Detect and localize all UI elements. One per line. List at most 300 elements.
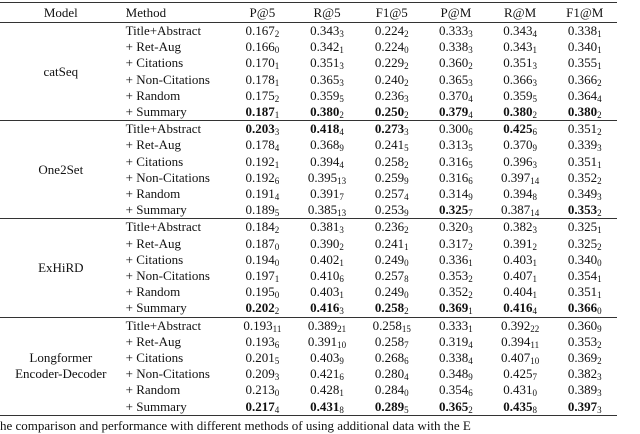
metric-value: 0.394	[503, 186, 533, 202]
metric-std: 1	[274, 61, 280, 72]
metric-std: 0	[274, 45, 280, 56]
metric-cell	[552, 252, 617, 268]
metric-cell	[552, 55, 617, 71]
metric-cell	[230, 202, 295, 219]
metric-value: 0.343	[503, 23, 533, 38]
method-name: + Citations	[125, 153, 184, 169]
metric-std: 2	[404, 225, 409, 236]
metric-std: 0	[274, 257, 280, 268]
metric-value: 0.394	[310, 153, 340, 169]
metric-std: 2	[404, 29, 409, 39]
metric-std: 5	[339, 93, 344, 104]
metric-value: 0.195	[245, 284, 275, 300]
metric-std: 2	[404, 61, 409, 72]
metric-cell	[295, 252, 360, 268]
metric-value: 0.380	[567, 104, 598, 120]
method-name: + Ret-Aug	[125, 137, 181, 153]
metric-std: 1	[274, 77, 280, 88]
metric-cell	[295, 399, 360, 416]
metric-std: 5	[274, 208, 280, 219]
metric-cell	[424, 104, 488, 121]
metric-cell	[424, 72, 488, 88]
metric-cell	[359, 23, 424, 40]
model-name	[0, 23, 122, 121]
metric-std: 3	[468, 29, 473, 39]
metric-std: 5	[532, 93, 537, 104]
metric-std: 1	[597, 29, 602, 39]
metric-value: 0.394	[501, 333, 531, 349]
metric-cell	[295, 317, 360, 334]
metric-cell	[230, 252, 295, 268]
metric-std: 0	[404, 290, 409, 301]
metric-value: 0.194	[245, 251, 275, 267]
metric-std: 3	[597, 388, 602, 399]
metric-std: 6	[532, 127, 537, 138]
metric-value: 0.395	[307, 169, 338, 185]
metric-cell	[552, 104, 617, 121]
metric-cell	[230, 121, 295, 138]
metric-value: 0.365	[439, 71, 469, 87]
metric-std: 6	[468, 388, 473, 399]
metric-std: 5	[274, 356, 280, 367]
metric-cell	[230, 23, 295, 40]
metric-value: 0.407	[501, 350, 531, 366]
metric-std: 0	[274, 241, 280, 252]
metric-value: 0.178	[245, 71, 275, 87]
metric-value: 0.403	[503, 251, 533, 267]
metric-cell	[230, 236, 295, 252]
metric-cell	[552, 39, 617, 55]
metric-cell	[295, 202, 360, 219]
metric-std: 0	[274, 290, 280, 301]
metric-std: 9	[339, 143, 344, 154]
metric-value: 0.280	[374, 366, 405, 382]
metric-value: 0.202	[245, 300, 275, 316]
metric-std: 1	[274, 274, 280, 285]
metric-cell	[359, 88, 424, 104]
metric-std: 3	[468, 45, 473, 56]
metric-std: 2	[597, 127, 602, 138]
model-name-line: catSeq	[43, 63, 79, 79]
metric-value: 0.370	[439, 87, 469, 103]
metric-value: 0.258	[374, 300, 405, 316]
metric-std: 4	[468, 339, 473, 350]
metric-std: 1	[597, 159, 602, 170]
metric-cell	[488, 284, 553, 300]
metric-value: 0.353	[439, 268, 469, 284]
metric-value: 0.325	[567, 219, 598, 235]
metric-std: 2	[468, 241, 473, 252]
metric-value: 0.340	[567, 251, 598, 267]
metric-value: 0.402	[310, 251, 340, 267]
table-row	[0, 219, 617, 236]
method-name: + Ret-Aug	[125, 39, 181, 55]
metric-cell	[295, 284, 360, 300]
model-group	[0, 121, 617, 219]
metric-std: 2	[597, 110, 602, 121]
metric-cell	[424, 399, 488, 416]
metric-cell	[488, 72, 553, 88]
metric-cell	[488, 104, 553, 121]
metric-std: 2	[339, 110, 344, 121]
metric-cell	[488, 317, 553, 334]
metric-cell	[488, 121, 553, 138]
metric-value: 0.428	[310, 382, 340, 398]
metric-value: 0.342	[310, 39, 340, 55]
metric-cell	[552, 121, 617, 138]
table-row	[0, 121, 617, 138]
metric-value: 0.385	[307, 202, 338, 218]
metric-value: 0.421	[310, 366, 340, 382]
metric-std: 14	[530, 208, 540, 219]
metric-value: 0.349	[567, 186, 598, 202]
metric-cell	[230, 317, 295, 334]
metric-value: 0.435	[503, 398, 533, 414]
metric-std: 8	[339, 404, 344, 415]
metric-value: 0.249	[374, 284, 405, 300]
metric-std: 1	[339, 388, 344, 399]
header-r5: R@5	[313, 5, 341, 20]
metric-cell	[552, 23, 617, 40]
metric-cell	[295, 170, 360, 186]
metric-std: 9	[404, 208, 409, 219]
metric-value: 0.257	[374, 268, 405, 284]
metric-cell	[359, 186, 424, 202]
metric-cell	[552, 88, 617, 104]
metric-cell	[295, 121, 360, 138]
metric-std: 4	[468, 110, 473, 121]
method-name: + Random	[125, 186, 181, 202]
metric-std: 8	[532, 192, 537, 203]
metric-value: 0.416	[310, 300, 340, 316]
model-name-line: One2Set	[38, 161, 84, 177]
model-name	[0, 121, 122, 219]
metric-cell	[230, 55, 295, 71]
method-name: + Non-Citations	[125, 366, 210, 382]
table-row	[0, 23, 617, 40]
metric-std: 4	[274, 192, 280, 203]
metric-std: 4	[532, 29, 537, 39]
metric-cell	[488, 137, 553, 153]
metric-cell	[552, 72, 617, 88]
metric-std: 4	[468, 93, 473, 104]
header-f1m: F1@M	[566, 5, 604, 20]
metric-cell	[295, 137, 360, 153]
metric-value: 0.425	[503, 121, 533, 137]
metric-value: 0.170	[245, 55, 275, 71]
metric-cell	[230, 186, 295, 202]
metric-cell	[359, 300, 424, 317]
metric-std: 2	[274, 306, 280, 317]
metric-value: 0.338	[439, 350, 469, 366]
metric-cell	[424, 219, 488, 236]
metric-cell	[488, 236, 553, 252]
metric-std: 4	[274, 143, 280, 154]
metric-std: 7	[532, 372, 537, 383]
metric-std: 5	[468, 143, 473, 154]
metric-value: 0.197	[245, 268, 275, 284]
metric-cell	[230, 170, 295, 186]
header-model: Model	[43, 5, 78, 20]
metric-value: 0.382	[503, 219, 533, 235]
metric-value: 0.259	[374, 169, 405, 185]
metric-cell	[488, 202, 553, 219]
metric-value: 0.404	[503, 284, 533, 300]
metric-cell	[295, 23, 360, 40]
metric-value: 0.217	[245, 398, 275, 414]
metric-cell	[295, 39, 360, 55]
metric-std: 4	[274, 404, 280, 415]
metric-std: 3	[597, 372, 602, 383]
metric-value: 0.392	[501, 317, 531, 333]
metric-std: 10	[337, 339, 347, 350]
metric-cell	[295, 88, 360, 104]
metric-cell	[359, 366, 424, 382]
metric-std: 3	[532, 225, 537, 236]
metric-value: 0.355	[567, 55, 598, 71]
metric-std: 0	[597, 257, 602, 268]
metric-std: 2	[468, 61, 473, 72]
metric-value: 0.368	[310, 137, 340, 153]
metric-value: 0.360	[439, 55, 469, 71]
metric-std: 0	[404, 45, 409, 56]
metric-std: 3	[339, 225, 344, 236]
metric-value: 0.343	[503, 39, 533, 55]
metric-value: 0.192	[245, 169, 275, 185]
metric-std: 2	[468, 404, 473, 415]
metric-cell	[488, 219, 553, 236]
metric-std: 2	[274, 29, 280, 39]
metric-std: 6	[339, 372, 344, 383]
metric-value: 0.416	[503, 300, 533, 316]
method-name: Title+Abstract	[125, 23, 202, 38]
metric-cell	[424, 268, 488, 284]
metric-cell	[359, 382, 424, 398]
metric-value: 0.257	[374, 186, 405, 202]
metric-value: 0.268	[374, 350, 405, 366]
metric-cell	[552, 399, 617, 416]
metric-value: 0.407	[503, 268, 533, 284]
metric-cell	[230, 399, 295, 416]
method-name: Title+Abstract	[125, 121, 202, 137]
metric-cell	[488, 382, 553, 398]
metric-value: 0.317	[439, 235, 469, 251]
metric-value: 0.333	[439, 317, 469, 333]
metric-value: 0.209	[245, 366, 275, 382]
metric-value: 0.370	[503, 137, 533, 153]
metric-value: 0.351	[567, 121, 598, 137]
metric-value: 0.366	[567, 71, 598, 87]
metric-std: 21	[337, 323, 347, 334]
metric-value: 0.410	[310, 268, 340, 284]
metric-value: 0.403	[310, 284, 340, 300]
metric-value: 0.364	[567, 87, 598, 103]
metric-cell	[552, 236, 617, 252]
metric-std: 1	[339, 257, 344, 268]
metric-std: 8	[532, 404, 537, 415]
metric-std: 2	[339, 241, 344, 252]
metric-cell	[488, 186, 553, 202]
metric-std: 6	[468, 127, 473, 138]
metric-value: 0.354	[439, 382, 469, 398]
metric-std: 3	[468, 225, 473, 236]
metric-value: 0.289	[374, 398, 405, 414]
metric-std: 2	[404, 77, 409, 88]
metric-cell	[295, 268, 360, 284]
metric-cell	[424, 170, 488, 186]
metric-cell	[230, 334, 295, 350]
metric-cell	[295, 104, 360, 121]
metric-value: 0.316	[439, 153, 469, 169]
metric-std: 1	[597, 225, 602, 236]
header-row	[0, 3, 617, 23]
metric-cell	[230, 104, 295, 121]
metric-cell	[359, 252, 424, 268]
metric-value: 0.191	[245, 186, 275, 202]
table-caption: he comparison and performance with different methods of using additional data with the E	[0, 418, 471, 433]
metric-cell	[488, 300, 553, 317]
metric-std: 2	[404, 110, 409, 121]
metric-cell	[230, 39, 295, 55]
header-method: Method	[125, 5, 167, 20]
metric-value: 0.366	[503, 71, 533, 87]
metric-value: 0.313	[439, 137, 469, 153]
metric-cell	[295, 55, 360, 71]
metric-cell	[552, 219, 617, 236]
metric-value: 0.167	[245, 23, 275, 38]
metric-value: 0.258	[374, 153, 405, 169]
metric-cell	[295, 219, 360, 236]
metric-cell	[552, 366, 617, 382]
metric-value: 0.391	[310, 186, 340, 202]
metric-value: 0.333	[439, 23, 469, 38]
method-name: + Random	[125, 87, 181, 103]
header-pm: P@M	[440, 5, 472, 20]
metric-cell	[359, 236, 424, 252]
metric-cell	[488, 88, 553, 104]
metric-value: 0.352	[439, 284, 469, 300]
metric-value: 0.229	[374, 55, 405, 71]
metric-cell	[230, 382, 295, 398]
metric-cell	[424, 252, 488, 268]
metric-value: 0.379	[439, 104, 469, 120]
metric-cell	[230, 284, 295, 300]
metric-cell	[359, 219, 424, 236]
metric-std: 4	[597, 93, 602, 104]
metric-std: 2	[274, 93, 280, 104]
method-name: Title+Abstract	[125, 219, 202, 235]
metric-cell	[359, 284, 424, 300]
metric-std: 9	[339, 356, 344, 367]
metric-std: 7	[339, 192, 344, 203]
metric-value: 0.253	[374, 202, 405, 218]
metric-std: 3	[532, 77, 537, 88]
metric-cell	[295, 382, 360, 398]
method-name: + Citations	[125, 251, 184, 267]
metric-cell	[295, 154, 360, 170]
metric-cell	[424, 382, 488, 398]
metric-value: 0.353	[567, 202, 598, 218]
metric-value: 0.360	[567, 317, 598, 333]
metric-value: 0.175	[245, 87, 275, 103]
metric-value: 0.369	[567, 350, 598, 366]
metric-std: 3	[339, 61, 344, 72]
metric-cell	[552, 317, 617, 334]
metric-value: 0.178	[245, 137, 275, 153]
metric-std: 8	[404, 274, 409, 285]
metric-value: 0.213	[245, 382, 275, 398]
metric-std: 1	[597, 290, 602, 301]
metric-cell	[488, 252, 553, 268]
metric-std: 1	[532, 290, 537, 301]
metric-std: 3	[532, 61, 537, 72]
results-table	[0, 2, 617, 416]
metric-std: 9	[468, 372, 473, 383]
metric-cell	[230, 72, 295, 88]
metric-std: 1	[597, 45, 602, 56]
method-name: + Summary	[125, 300, 187, 316]
metric-cell	[424, 202, 488, 219]
metric-std: 5	[404, 143, 409, 154]
metric-std: 2	[597, 175, 602, 186]
metric-cell	[424, 366, 488, 382]
metric-value: 0.403	[310, 350, 340, 366]
metric-cell	[488, 334, 553, 350]
metric-value: 0.431	[310, 398, 340, 414]
metric-cell	[359, 170, 424, 186]
metric-value: 0.380	[310, 104, 340, 120]
header-rm: R@M	[504, 5, 537, 20]
metric-std: 1	[274, 159, 280, 170]
metric-value: 0.431	[503, 382, 533, 398]
metric-cell	[552, 284, 617, 300]
metric-std: 1	[339, 290, 344, 301]
metric-value: 0.380	[503, 104, 533, 120]
model-group	[0, 219, 617, 317]
metric-std: 2	[597, 77, 602, 88]
metric-std: 1	[597, 274, 602, 285]
method-name: Title+Abstract	[125, 317, 202, 333]
metric-cell	[424, 88, 488, 104]
metric-value: 0.340	[567, 39, 598, 55]
method-name: + Non-Citations	[125, 169, 210, 185]
metric-cell	[488, 366, 553, 382]
metric-std: 5	[404, 404, 409, 415]
metric-value: 0.366	[567, 300, 598, 316]
method-name: + Citations	[125, 55, 184, 71]
metric-std: 1	[597, 61, 602, 72]
metric-cell	[424, 236, 488, 252]
metric-cell	[295, 186, 360, 202]
metric-cell	[295, 350, 360, 366]
metric-std: 9	[597, 323, 602, 334]
metric-value: 0.382	[567, 366, 598, 382]
metric-value: 0.192	[245, 153, 275, 169]
metric-value: 0.236	[374, 219, 405, 235]
metric-cell	[552, 350, 617, 366]
metric-value: 0.389	[567, 382, 598, 398]
metric-std: 6	[274, 339, 280, 350]
metric-std: 6	[404, 356, 409, 367]
metric-cell	[424, 284, 488, 300]
metric-value: 0.351	[503, 55, 533, 71]
metric-std: 4	[404, 192, 409, 203]
metric-cell	[552, 268, 617, 284]
metric-value: 0.325	[567, 235, 598, 251]
method-name: + Ret-Aug	[125, 235, 181, 251]
metric-cell	[488, 399, 553, 416]
metric-cell	[359, 55, 424, 71]
